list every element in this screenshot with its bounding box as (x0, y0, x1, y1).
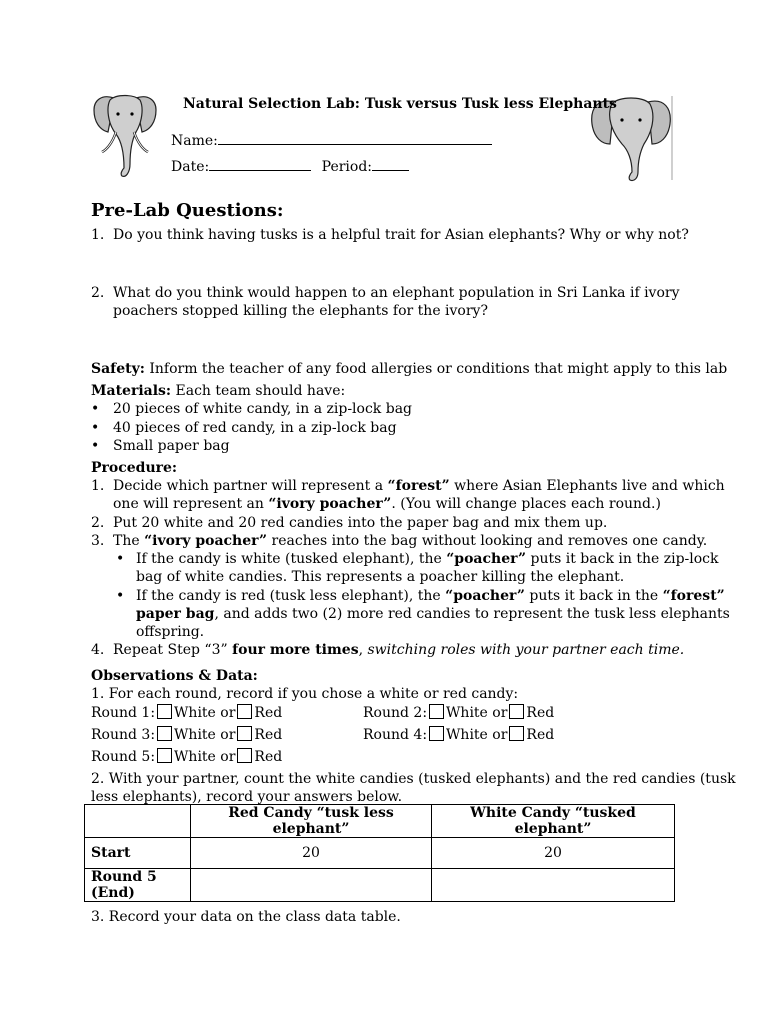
table-row-label: Round 5 (End) (85, 869, 191, 902)
table-cell-red[interactable] (191, 869, 432, 902)
procedure-step-2-number: 2. (91, 515, 105, 531)
table-header-white: White Candy “tusked elephant” (432, 805, 675, 838)
round-3-choice: Round 3: White or Red (91, 727, 283, 743)
procedure-bullet-1-line-2: bag of white candies. This represents a poacher killing the elephant. (136, 569, 625, 585)
candy-count-table (84, 804, 675, 902)
procedure-bullet: • (116, 588, 125, 604)
materials-item-2: 40 pieces of red candy, in a zip-lock bag (113, 420, 397, 436)
round-2-white-checkbox[interactable] (429, 704, 444, 719)
observations-question-2-line-1: 2. With your partner, count the white candies (tusked elephants) and the red candies (tusk (91, 771, 736, 787)
table-cell-red[interactable]: 20 (191, 838, 432, 869)
procedure-step-2: Put 20 white and 20 red candies into the paper bag and mix them up. (113, 515, 608, 531)
round-5-choice: Round 5: White or Red (91, 749, 283, 765)
round-3-red-checkbox[interactable] (237, 726, 252, 741)
table-cell-white[interactable]: 20 (432, 838, 675, 869)
table-header-row (85, 805, 675, 838)
round-4-white-checkbox[interactable] (429, 726, 444, 741)
round-1-white-checkbox[interactable] (157, 704, 172, 719)
prelab-question-1-number: 1. (91, 227, 105, 243)
date-blank[interactable] (209, 157, 311, 171)
observations-question-2-line-2: less elephants), record your answers below. (91, 789, 403, 805)
procedure-step-1-number: 1. (91, 478, 105, 494)
round-1-red-checkbox[interactable] (237, 704, 252, 719)
name-label: Name: (171, 133, 218, 149)
table-row (85, 838, 675, 869)
round-5-red-checkbox[interactable] (237, 748, 252, 763)
observations-heading: Observations & Data: (91, 668, 258, 684)
materials-label: Materials: (91, 383, 172, 399)
prelab-heading: Pre-Lab Questions: (91, 200, 284, 221)
materials-text: Each team should have: (171, 383, 346, 399)
procedure-step-3: The “ivory poacher” reaches into the bag without looking and removes one candy. (113, 533, 708, 549)
procedure-bullet-1-line-1: If the candy is white (tusked elephant), the “poacher” puts it back in the zip-lock (136, 551, 719, 567)
date-label: Date: (171, 159, 210, 175)
prelab-question-2-line-2: poachers stopped killing the elephants for the ivory? (113, 303, 488, 319)
safety-text: Inform the teacher of any food allergies or conditions that might apply to this lab (144, 361, 728, 377)
procedure-step-1-line-1: Decide which partner will represent a “forest” where Asian Elephants live and which (113, 478, 725, 494)
materials-item: • (91, 401, 100, 417)
procedure-bullet-2-line-1: If the candy is red (tusk less elephant), the “poacher” puts it back in the “forest” (136, 588, 725, 604)
prelab-question-2-line-1: What do you think would happen to an elephant population in Sri Lanka if ivory (113, 285, 680, 301)
round-2-red-checkbox[interactable] (509, 704, 524, 719)
period-blank[interactable] (372, 157, 409, 171)
prelab-question-2-number: 2. (91, 285, 105, 301)
name-field[interactable] (171, 131, 492, 150)
prelab-question-1: Do you think having tusks is a helpful trait for Asian elephants? Why or why not? (113, 227, 689, 243)
materials-item-1: 20 pieces of white candy, in a zip-lock bag (113, 401, 413, 417)
procedure-step-3-number: 3. (91, 533, 105, 549)
document-title: Natural Selection Lab: Tusk versus Tusk less Elephants (183, 96, 617, 112)
safety-label: Safety: (91, 361, 145, 377)
round-1-choice: Round 1: White or Red (91, 705, 283, 721)
materials-item-3: Small paper bag (113, 438, 230, 454)
table-header-red: Red Candy “tusk less elephant” (191, 805, 432, 838)
procedure-bullet-2-line-3: offspring. (136, 624, 205, 640)
round-5-white-checkbox[interactable] (157, 748, 172, 763)
table-row (85, 869, 675, 902)
observations-question-1: 1. For each round, record if you chose a white or red candy: (91, 686, 519, 702)
round-4-choice: Round 4: White or Red (363, 727, 555, 743)
elephant-illustration-left (92, 92, 158, 184)
table-header-empty (85, 805, 191, 838)
round-4-red-checkbox[interactable] (509, 726, 524, 741)
observations-question-3: 3. Record your data on the class data table. (91, 909, 401, 925)
round-3-white-checkbox[interactable] (157, 726, 172, 741)
procedure-bullet: • (116, 551, 125, 567)
safety-note (91, 360, 727, 378)
procedure-step-4-number: 4. (91, 642, 105, 658)
date-period-field[interactable] (171, 157, 409, 176)
materials-heading (91, 382, 345, 400)
procedure-step-4: Repeat Step “3” four more times, switching roles with your partner each time. (113, 642, 685, 658)
procedure-heading: Procedure: (91, 460, 178, 476)
procedure-step-1-line-2: one will represent an “ivory poacher”. (You will change places each round.) (113, 496, 661, 512)
period-label: Period: (321, 159, 373, 175)
materials-item: • (91, 438, 100, 454)
round-2-choice: Round 2: White or Red (363, 705, 555, 721)
name-blank[interactable] (218, 131, 492, 145)
materials-item: • (91, 420, 100, 436)
table-row-label: Start (85, 838, 191, 869)
procedure-bullet-2-line-2: paper bag, and adds two (2) more red candies to represent the tusk less elephants (136, 606, 730, 622)
table-cell-white[interactable] (432, 869, 675, 902)
